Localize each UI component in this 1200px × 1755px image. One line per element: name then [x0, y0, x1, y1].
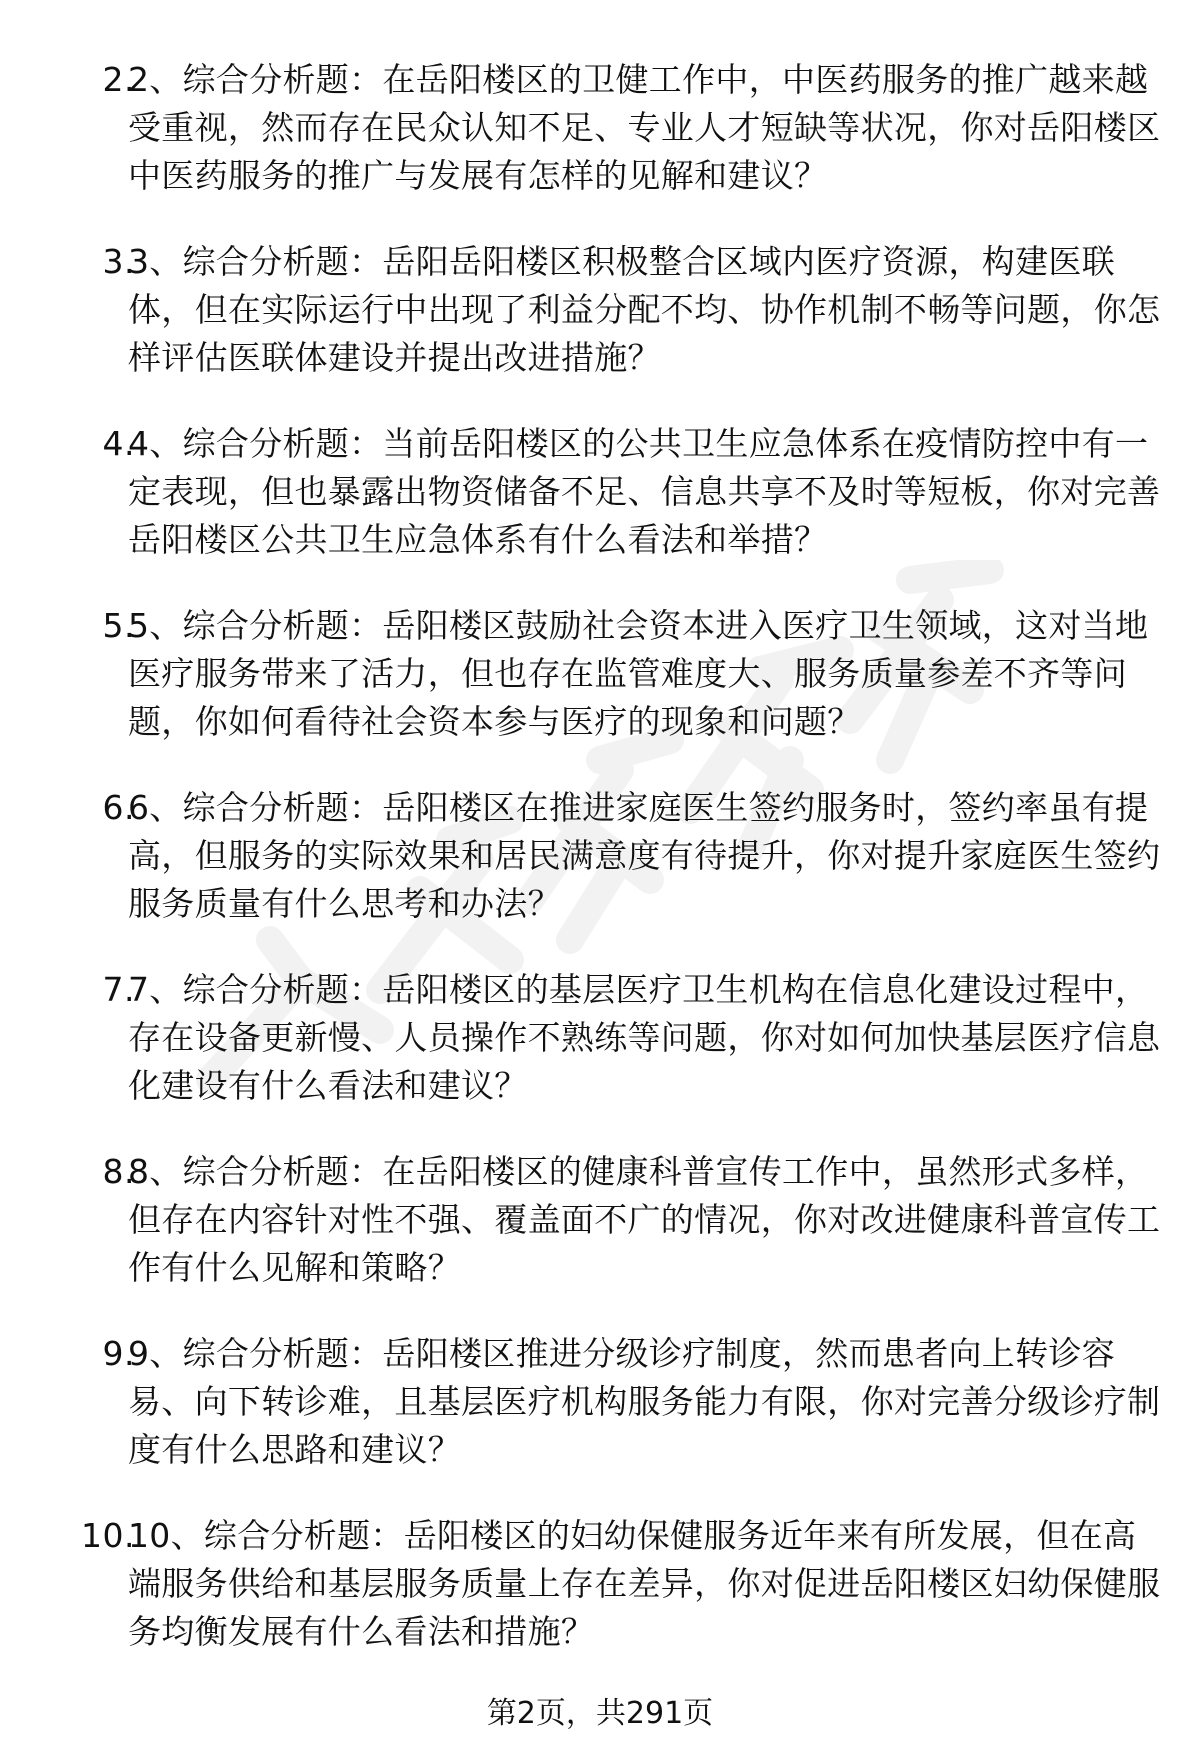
question-number: 4. [102, 424, 135, 463]
question-item [0, 1330, 1200, 1512]
question-number: 5. [102, 606, 135, 645]
page-footer: 第2页，共291页 [486, 1696, 714, 1731]
question-text: 6、综合分析题：岳阳楼区在推进家庭医生签约服务时，签约率虽有提高，但服务的实际效果和居民满意度有待提升，你对提升家庭医生签约服务质量有什么思考和办法？ [128, 788, 1161, 923]
question-text: 7、综合分析题：岳阳楼区的基层医疗卫生机构在信息化建设过程中，存在设备更新慢、人员操作不熟练等问题，你对如何加快基层医疗信息化建设有什么看法和建议？ [128, 970, 1161, 1105]
question-text: 2、综合分析题：在岳阳楼区的卫健工作中，中医药服务的推广越来越受重视，然而存在民众认知不足、专业人才短缺等状况，你对岳阳楼区中医药服务的推广与发展有怎样的见解和建议？ [128, 60, 1161, 195]
question-number: 7. [102, 970, 135, 1009]
question-list [0, 56, 1200, 1694]
question-text: 5、综合分析题：岳阳楼区鼓励社会资本进入医疗卫生领域，这对当地医疗服务带来了活力，但也存在监管难度大、服务质量参差不齐等问题，你如何看待社会资本参与医疗的现象和问题？ [128, 606, 1149, 741]
question-item [0, 784, 1200, 966]
question-item [0, 420, 1200, 602]
question-number: 9. [102, 1334, 135, 1373]
question-text: 4、综合分析题：当前岳阳楼区的公共卫生应急体系在疫情防控中有一定表现，但也暴露出物资储备不足、信息共享不及时等短板，你对完善岳阳楼区公共卫生应急体系有什么看法和举措？ [128, 424, 1161, 559]
question-text: 9、综合分析题：岳阳楼区推进分级诊疗制度，然而患者向上转诊容易、向下转诊难，且基层医疗机构服务能力有限，你对完善分级诊疗制度有什么思路和建议？ [128, 1334, 1161, 1469]
question-number: 2. [102, 60, 135, 99]
question-number: 8. [102, 1152, 135, 1191]
question-item [0, 238, 1200, 420]
question-number: 6. [102, 788, 135, 827]
question-number: 3. [102, 242, 135, 281]
question-item [0, 602, 1200, 784]
question-text: 10、综合分析题：岳阳楼区的妇幼保健服务近年来有所发展，但在高端服务供给和基层服务质量上存在差异，你对促进岳阳楼区妇幼保健服务均衡发展有什么看法和措施？ [128, 1516, 1161, 1651]
question-text: 3、综合分析题：岳阳岳阳楼区积极整合区域内医疗资源，构建医联体，但在实际运行中出现了利益分配不均、协作机制不畅等问题，你怎样评估医联体建设并提出改进措施？ [128, 242, 1161, 377]
question-item [0, 56, 1200, 238]
question-text: 8、综合分析题：在岳阳楼区的健康科普宣传工作中，虽然形式多样，但存在内容针对性不强、覆盖面不广的情况，你对改进健康科普宣传工作有什么见解和策略？ [128, 1152, 1161, 1287]
question-item [0, 1512, 1200, 1694]
question-number: 10. [81, 1516, 135, 1555]
question-item [0, 966, 1200, 1148]
question-item [0, 1148, 1200, 1330]
